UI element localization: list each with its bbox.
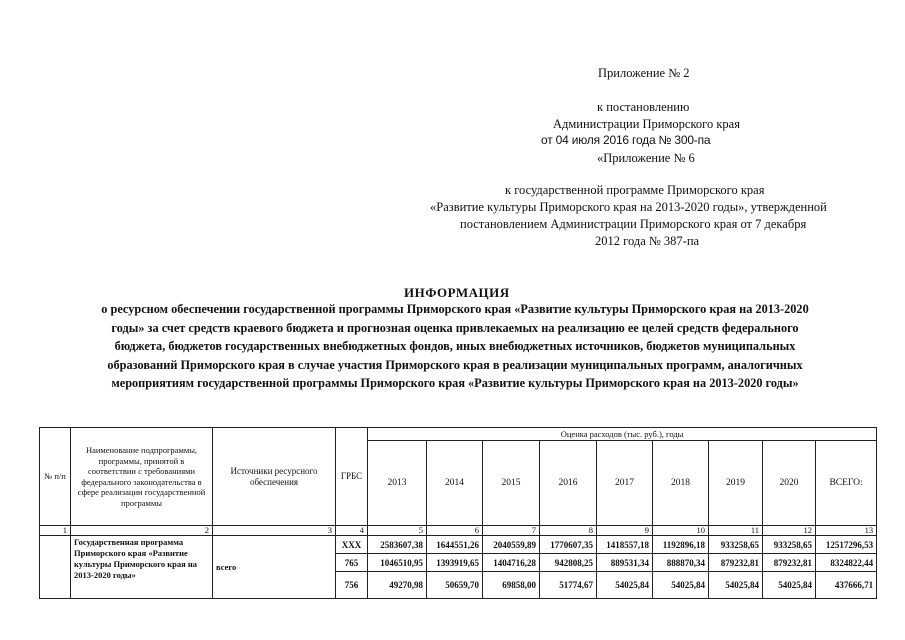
resource-table <box>39 427 877 599</box>
grbs-cell: 756 <box>336 572 368 599</box>
year-header: 2014 <box>427 441 483 526</box>
grbs-cell: 765 <box>336 554 368 572</box>
year-header: 2019 <box>709 441 763 526</box>
col-header-num: № п/п <box>40 428 71 526</box>
year-header: 2016 <box>540 441 597 526</box>
total-header: ВСЕГО: <box>816 441 877 526</box>
value-cell: 1644551,26 <box>427 536 483 554</box>
col-header-estimate: Оценка расходов (тыс. руб.), годы <box>368 428 877 441</box>
column-index: 2 <box>71 526 213 536</box>
program-name-cell: Государственная программа Приморского края «Развитие культуры Приморского края на 2013-2020 годы» <box>71 536 213 599</box>
document-title: ИНФОРМАЦИЯ <box>404 285 510 300</box>
table-row <box>40 536 877 554</box>
decree-date: от 04 июля 2016 года № 300-па <box>541 133 711 147</box>
value-cell: 1046510,95 <box>368 554 427 572</box>
administration-ref: Администрации Приморского края <box>553 117 740 131</box>
col-header-name: Наименование подпрограммы, программы, принятой в соответствии с требованиями федерального законодательства в сфере реализации государственной программы <box>71 428 213 526</box>
value-cell: 1393919,65 <box>427 554 483 572</box>
value-cell: 49270,98 <box>368 572 427 599</box>
subtitle-line: годы» за счет средств краевого бюджета и прогнозная оценка привлекаемых на реализацию ее целей средств федерального <box>111 320 799 335</box>
value-cell: 2583607,38 <box>368 536 427 554</box>
col-header-source: Источники ресурсного обеспечения <box>213 428 336 526</box>
value-cell: 50659,70 <box>427 572 483 599</box>
value-cell: 879232,81 <box>763 554 816 572</box>
decree-ref: к постановлению <box>597 100 690 114</box>
column-index: 8 <box>540 526 597 536</box>
column-index: 13 <box>816 526 877 536</box>
row-num-cell <box>40 536 71 599</box>
value-cell: 933258,65 <box>709 536 763 554</box>
value-cell: 2040559,89 <box>483 536 540 554</box>
total-cell: 12517296,53 <box>816 536 877 554</box>
year-header: 2020 <box>763 441 816 526</box>
approved-date-ref: 2012 года № 387-па <box>595 234 700 248</box>
value-cell: 54025,84 <box>653 572 709 599</box>
value-cell: 933258,65 <box>763 536 816 554</box>
value-cell: 888870,34 <box>653 554 709 572</box>
value-cell: 69858,00 <box>483 572 540 599</box>
appendix-label: Приложение № 2 <box>598 66 690 80</box>
value-cell: 54025,84 <box>597 572 653 599</box>
document-subtitle <box>40 300 870 393</box>
value-cell: 54025,84 <box>709 572 763 599</box>
value-cell: 1418557,18 <box>597 536 653 554</box>
subtitle-line: бюджета, бюджетов государственных внебюджетных фондов, иных внебюджетных источников, бюджетов муниципальных <box>114 339 796 353</box>
column-index: 9 <box>597 526 653 536</box>
column-index: 1 <box>40 526 71 536</box>
value-cell: 942808,25 <box>540 554 597 572</box>
column-index: 10 <box>653 526 709 536</box>
column-index: 3 <box>213 526 336 536</box>
year-header: 2017 <box>597 441 653 526</box>
source-cell: всего <box>213 536 336 599</box>
year-header: 2015 <box>483 441 540 526</box>
column-index: 4 <box>336 526 368 536</box>
grbs-cell: ХХХ <box>336 536 368 554</box>
total-cell: 8324822,44 <box>816 554 877 572</box>
col-header-grbs: ГРБС <box>336 428 368 526</box>
subtitle-line: мероприятиям государственной программы Приморского края «Развитие культуры Приморского края на 2013-2020 годы» <box>111 376 799 390</box>
value-cell: 54025,84 <box>763 572 816 599</box>
column-index: 6 <box>427 526 483 536</box>
total-cell: 437666,71 <box>816 572 877 599</box>
value-cell: 1192896,18 <box>653 536 709 554</box>
subtitle-line: о ресурсном обеспечении государственной программы Приморского края «Развитие культуры Приморского края на 2013-2020 <box>101 302 809 316</box>
value-cell: 51774,67 <box>540 572 597 599</box>
value-cell: 1770607,35 <box>540 536 597 554</box>
column-index: 5 <box>368 526 427 536</box>
state-program-ref: к государственной программе Приморского края <box>505 183 765 197</box>
column-index: 12 <box>763 526 816 536</box>
column-index: 7 <box>483 526 540 536</box>
value-cell: 1404716,28 <box>483 554 540 572</box>
value-cell: 879232,81 <box>709 554 763 572</box>
program-name-ref: «Развитие культуры Приморского края на 2013-2020 годы», утвержденной <box>430 200 827 214</box>
column-index: 11 <box>709 526 763 536</box>
year-header: 2018 <box>653 441 709 526</box>
appendix-6-label: «Приложение № 6 <box>597 151 695 165</box>
year-header: 2013 <box>368 441 427 526</box>
value-cell: 889531,34 <box>597 554 653 572</box>
subtitle-line: образований Приморского края в случае участия Приморского края в реализации муниципальных программ, аналогичных <box>107 357 803 372</box>
approved-by-ref: постановлением Администрации Приморского края от 7 декабря <box>460 217 807 231</box>
